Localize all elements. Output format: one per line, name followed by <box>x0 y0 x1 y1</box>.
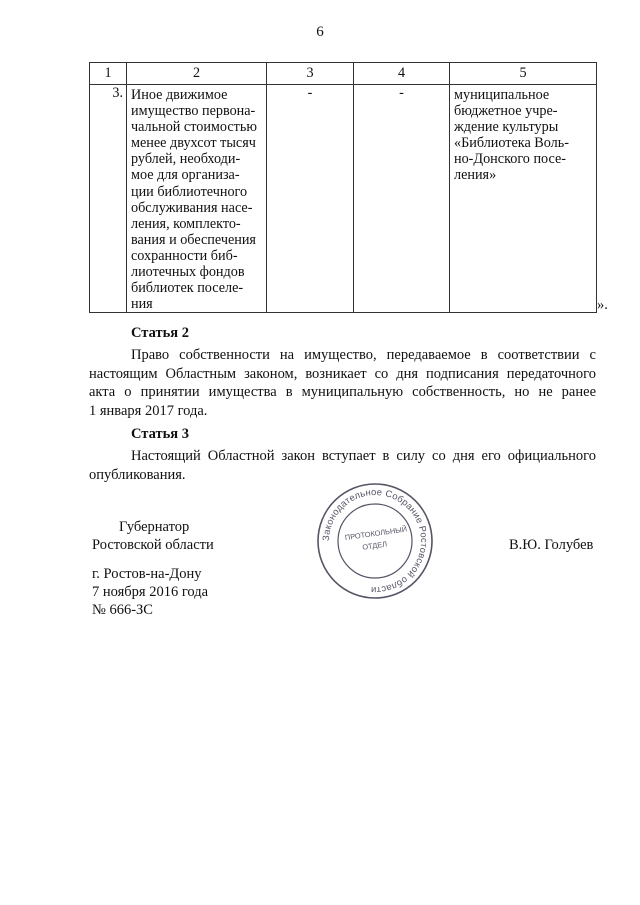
description-line: ции библиотечного <box>131 183 248 200</box>
seal-center-line2: ОТДЕЛ <box>361 539 388 552</box>
footer-date: 7 ноября 2016 года <box>92 584 209 600</box>
article-3-heading: Статья 3 <box>131 426 189 442</box>
header-cell: 1 <box>90 63 127 85</box>
header-cell: 3 <box>267 63 354 85</box>
row-number: 3. <box>90 85 127 313</box>
table-row <box>90 85 597 313</box>
recipient-line: бюджетное учре- <box>454 103 558 120</box>
paragraph-line: 1 января 2017 года. <box>89 402 208 419</box>
signatory-name: В.Ю. Голубев <box>509 537 594 553</box>
description-line: лиотечных фондов <box>131 264 245 281</box>
closing-quote: ». <box>597 297 608 313</box>
description-line: мое для организа- <box>131 167 240 184</box>
article-2-text <box>89 346 596 420</box>
description-line: имущество первона- <box>131 103 256 120</box>
description-line: вания и обеспечения <box>131 231 256 248</box>
table-header-row <box>90 63 597 85</box>
description-line: чальной стоимостью <box>131 119 257 136</box>
signatory-title-line2: Ростовской области <box>92 537 214 553</box>
paragraph-line: Настоящий Областной закон вступает в силу со дня его официального <box>131 448 596 464</box>
recipient-line: ждение культуры <box>454 119 559 136</box>
footer-city: г. Ростов-на-Дону <box>92 566 202 582</box>
header-cell: 5 <box>450 63 597 85</box>
signatory-title-line1: Губернатор <box>119 519 190 535</box>
page-number: 6 <box>316 24 324 40</box>
recipient-line: «Библиотека Воль- <box>454 135 569 152</box>
description-line: обслуживания насе- <box>131 199 253 216</box>
description-line: менее двухсот тысяч <box>131 135 256 152</box>
recipient-line: но-Донского посе- <box>454 151 566 168</box>
description-line: ления, комплекто- <box>131 215 241 232</box>
paragraph-line: опубликования. <box>89 466 186 483</box>
description-line: библиотек поселе- <box>131 280 244 297</box>
footer-law-number: № 666-ЗС <box>92 602 153 618</box>
header-cell: 4 <box>354 63 450 85</box>
description-line: рублей, необходи- <box>131 151 241 168</box>
recipient-line: ления» <box>454 167 497 184</box>
recipient-line: муниципальное <box>454 87 550 103</box>
paragraph-line: Право собственности на имущество, передаваемое в соответствии с <box>131 347 596 363</box>
row-description <box>127 85 267 313</box>
seal-stamp <box>316 482 434 600</box>
paragraph-line: акта о принятии имущества в муниципальную собственность, но не ранее <box>89 384 596 401</box>
article-2-heading: Статья 2 <box>131 325 189 341</box>
row-recipient <box>450 85 597 313</box>
paragraph-line: настоящим Областным законом, возникает со дня подписания передаточного <box>89 365 596 382</box>
description-line: сохранности биб- <box>131 247 238 264</box>
description-line: ния <box>131 296 153 313</box>
property-table <box>89 62 597 313</box>
row-col4-value: - <box>354 85 450 313</box>
seal-ring-text-path: Законодательное Собрание Ростовской области <box>319 485 431 597</box>
header-cell: 2 <box>127 63 267 85</box>
row-col3-value: - <box>267 85 354 313</box>
description-line: Иное движимое <box>131 87 228 103</box>
article-3-text <box>89 447 596 484</box>
seal-center-line1: ПРОТОКОЛЬНЫЙ <box>344 524 408 543</box>
